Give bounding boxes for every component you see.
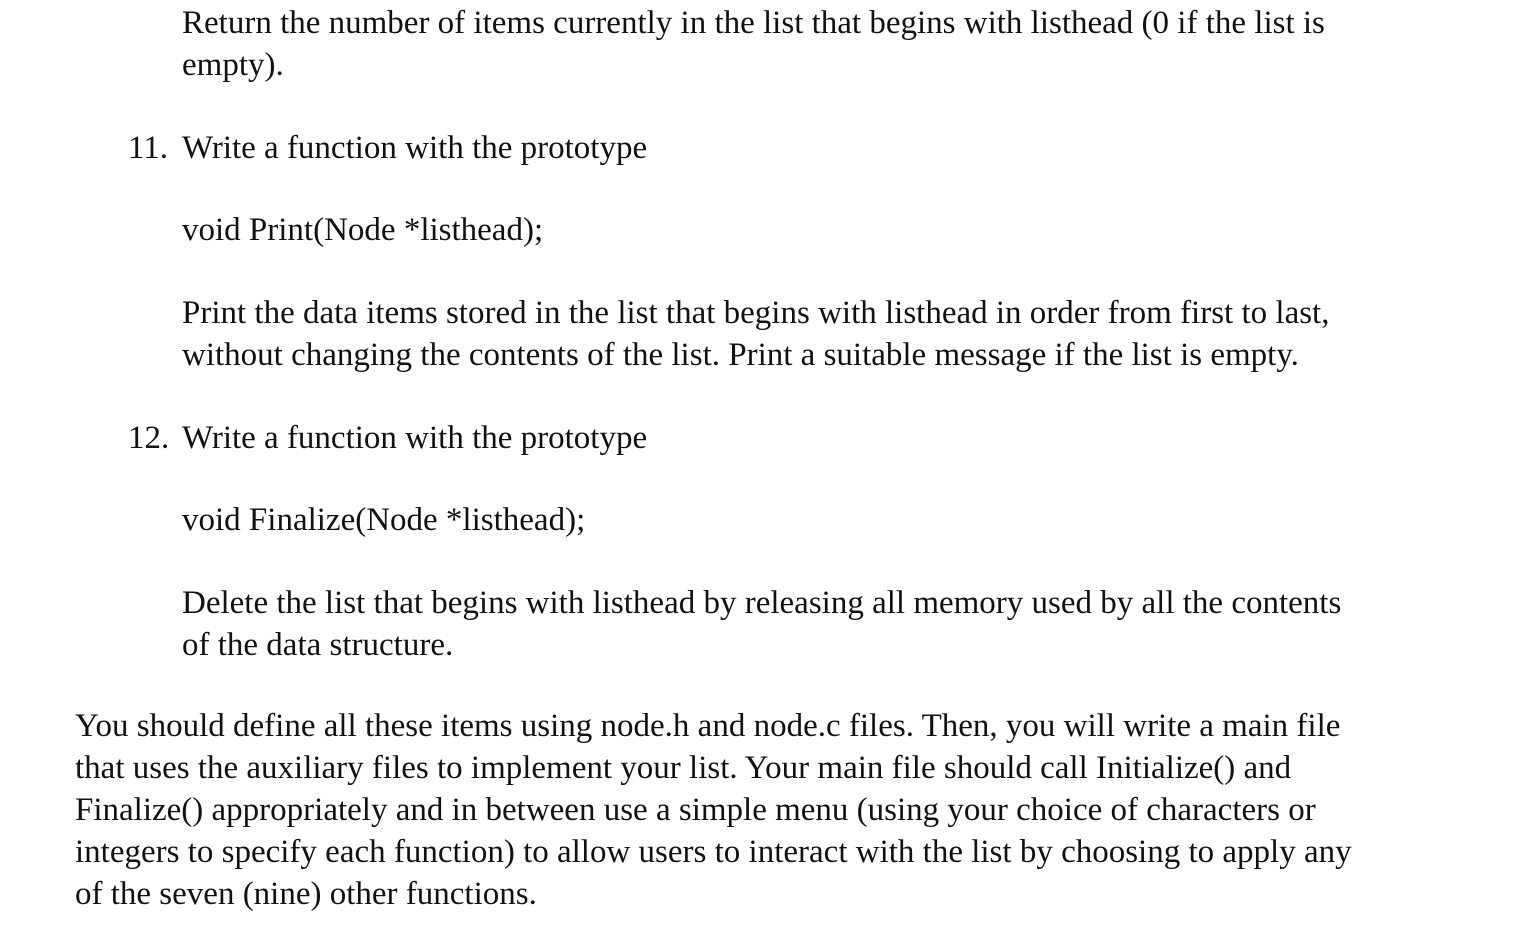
item-11-description: [182, 292, 1329, 376]
item-11-description-line-2: without changing the contents of the list. Print a suitable message if the list is empty.: [182, 337, 1299, 373]
closing-line-5: of the seven (nine) other functions.: [75, 876, 537, 912]
item-12-prototype: void Finalize(Node *listhead);: [182, 502, 586, 538]
item-12-description-line-2: of the data structure.: [182, 627, 454, 663]
item-11-heading: Write a function with the prototype: [182, 130, 648, 166]
closing-line-3: Finalize() appropriately and in between use a simple menu (using your choice of characters or: [75, 792, 1316, 828]
intro-paragraph: [182, 2, 1325, 86]
item-11-description-line-1: Print the data items stored in the list that begins with listhead in order from first to last,: [182, 295, 1330, 331]
intro-line-2: empty).: [182, 47, 284, 83]
item-12-description: [182, 582, 1341, 666]
item-11-prototype: void Print(Node *listhead);: [182, 212, 544, 248]
intro-line-1: Return the number of items currently in the list that begins with listhead (0 if the list is: [182, 5, 1325, 41]
closing-line-4: integers to specify each function) to allow users to interact with the list by choosing to apply any: [75, 834, 1352, 870]
closing-line-1: You should define all these items using node.h and node.c files. Then, you will write a main file: [75, 708, 1341, 744]
item-12-heading: Write a function with the prototype: [182, 420, 648, 456]
closing-line-2: that uses the auxiliary files to implement your list. Your main file should call Initialize() and: [75, 750, 1292, 786]
closing-paragraph: [75, 705, 1352, 915]
item-11-number: 11.: [128, 130, 169, 166]
item-12-number: 12.: [128, 420, 170, 456]
item-12-description-line-1: Delete the list that begins with listhead by releasing all memory used by all the contents: [182, 585, 1342, 621]
